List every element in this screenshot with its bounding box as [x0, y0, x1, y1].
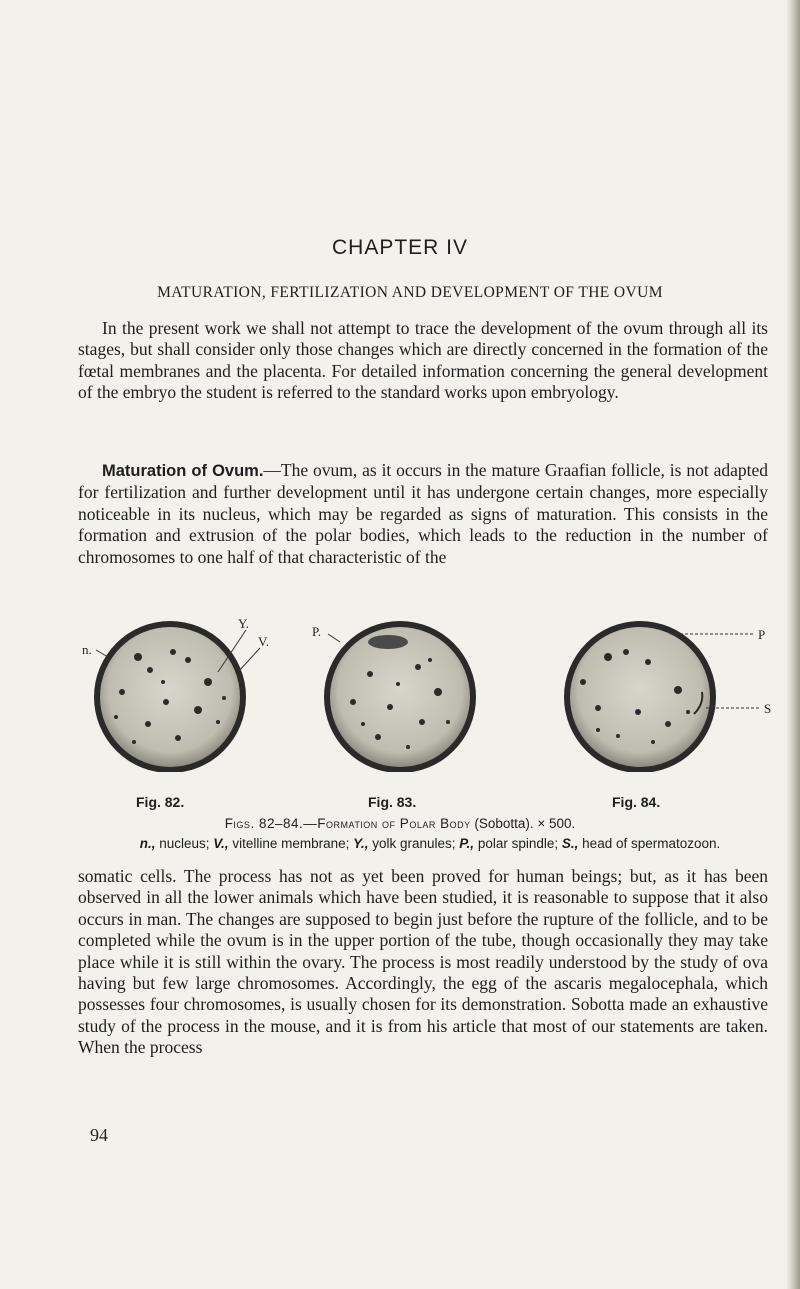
fig-84-drawing: [564, 621, 760, 772]
paragraph-intro: In the present work we shall not attempt to trace the development of the ovum through all its stages, but shall consider only those changes which are directly concerned in the formation of the fœtal membranes and the placenta. For detailed information concerning the general development of the embryo the student is referred to the standard works upon embryology.: [78, 318, 768, 403]
caption-prefix: Figs. 82–84.: [224, 816, 304, 831]
figure-caption: [0, 816, 800, 831]
fig-84-ovum: [570, 627, 710, 767]
fig-82-annot-n: n.: [82, 642, 92, 657]
page-edge-shadow: [786, 0, 800, 1289]
page-number: 94: [90, 1125, 108, 1145]
legend-s-abbr: S.,: [561, 836, 579, 851]
fig-83-annot-p: P.: [312, 624, 322, 639]
fig-82-annot-y: Y.: [238, 616, 249, 631]
fig-82-label: Fig. 82.: [136, 794, 185, 810]
fig-83-drawing: [324, 621, 476, 772]
legend-s-text: head of spermatozoon.: [582, 836, 721, 851]
caption-source: (Sobotta). × 500.: [474, 816, 576, 831]
paragraph-somatic: somatic cells. The process has not as yet been proved for human beings; but, as it has been observed in all the lower animals which have been studied, it is reasonable to suppose that it also occurs in man. The changes are supposed to begin just before the rupture of the follicle, and to be completed while the ovum is in the upper portion of the tube, though occasionally they may take place while it is still within the ovary. The process is most readily understood by the study of ova having but few large chromosomes. Accordingly, the egg of the ascaris megalocephala, which possesses four chromosomes, is usually chosen for its demonstration. Sobotta made an exhaustive study of the process in the mouse, and it is from his article that most of our statements are taken. When the process: [78, 866, 768, 1058]
fig-82-drawing: [94, 621, 260, 772]
legend-p-text: polar spindle;: [477, 836, 559, 851]
figures-82-84: [78, 612, 778, 772]
legend-n-abbr: n.,: [139, 836, 156, 851]
paragraph-maturation: [78, 460, 768, 568]
figure-legend: [90, 835, 770, 852]
runin-heading: Maturation of Ovum.: [102, 462, 264, 480]
fig-84-annot-s: S: [764, 701, 772, 716]
paragraph-maturation-text: —The ovum, as it occurs in the mature Graafian follicle, is not adapted for fertilization and further development until it has undergone certain changes, more especially noticeable in its nucleus, which may be regarded as signs of maturation. This consists in the formation and extrusion of the polar bodies, which leads to the reduction in the number of chromosomes to one half of that characteristic of the: [78, 460, 768, 567]
fig-83-label: Fig. 83.: [368, 794, 417, 810]
chapter-heading: CHAPTER IV: [331, 236, 469, 259]
fig-82-annot-v: V.: [258, 634, 269, 649]
ovum-illustrations: [78, 612, 778, 772]
caption-title: —Formation of Polar Body: [303, 816, 471, 831]
fig-84-label: Fig. 84.: [612, 794, 661, 810]
legend-v-abbr: V.,: [213, 836, 229, 851]
section-title: MATURATION, FERTILIZATION AND DEVELOPMENT OF THE OVUM: [157, 284, 663, 301]
fig-84-annot-p: P: [758, 627, 766, 642]
fig-82-ovum: [100, 627, 240, 767]
fig-83-ovum: [330, 627, 470, 767]
legend-n-text: nucleus;: [159, 836, 210, 851]
legend-y-abbr: Y.,: [353, 836, 369, 851]
legend-y-text: yolk granules;: [372, 836, 456, 851]
legend-v-text: vitelline membrane;: [232, 836, 350, 851]
legend-p-abbr: P.,: [459, 836, 475, 851]
